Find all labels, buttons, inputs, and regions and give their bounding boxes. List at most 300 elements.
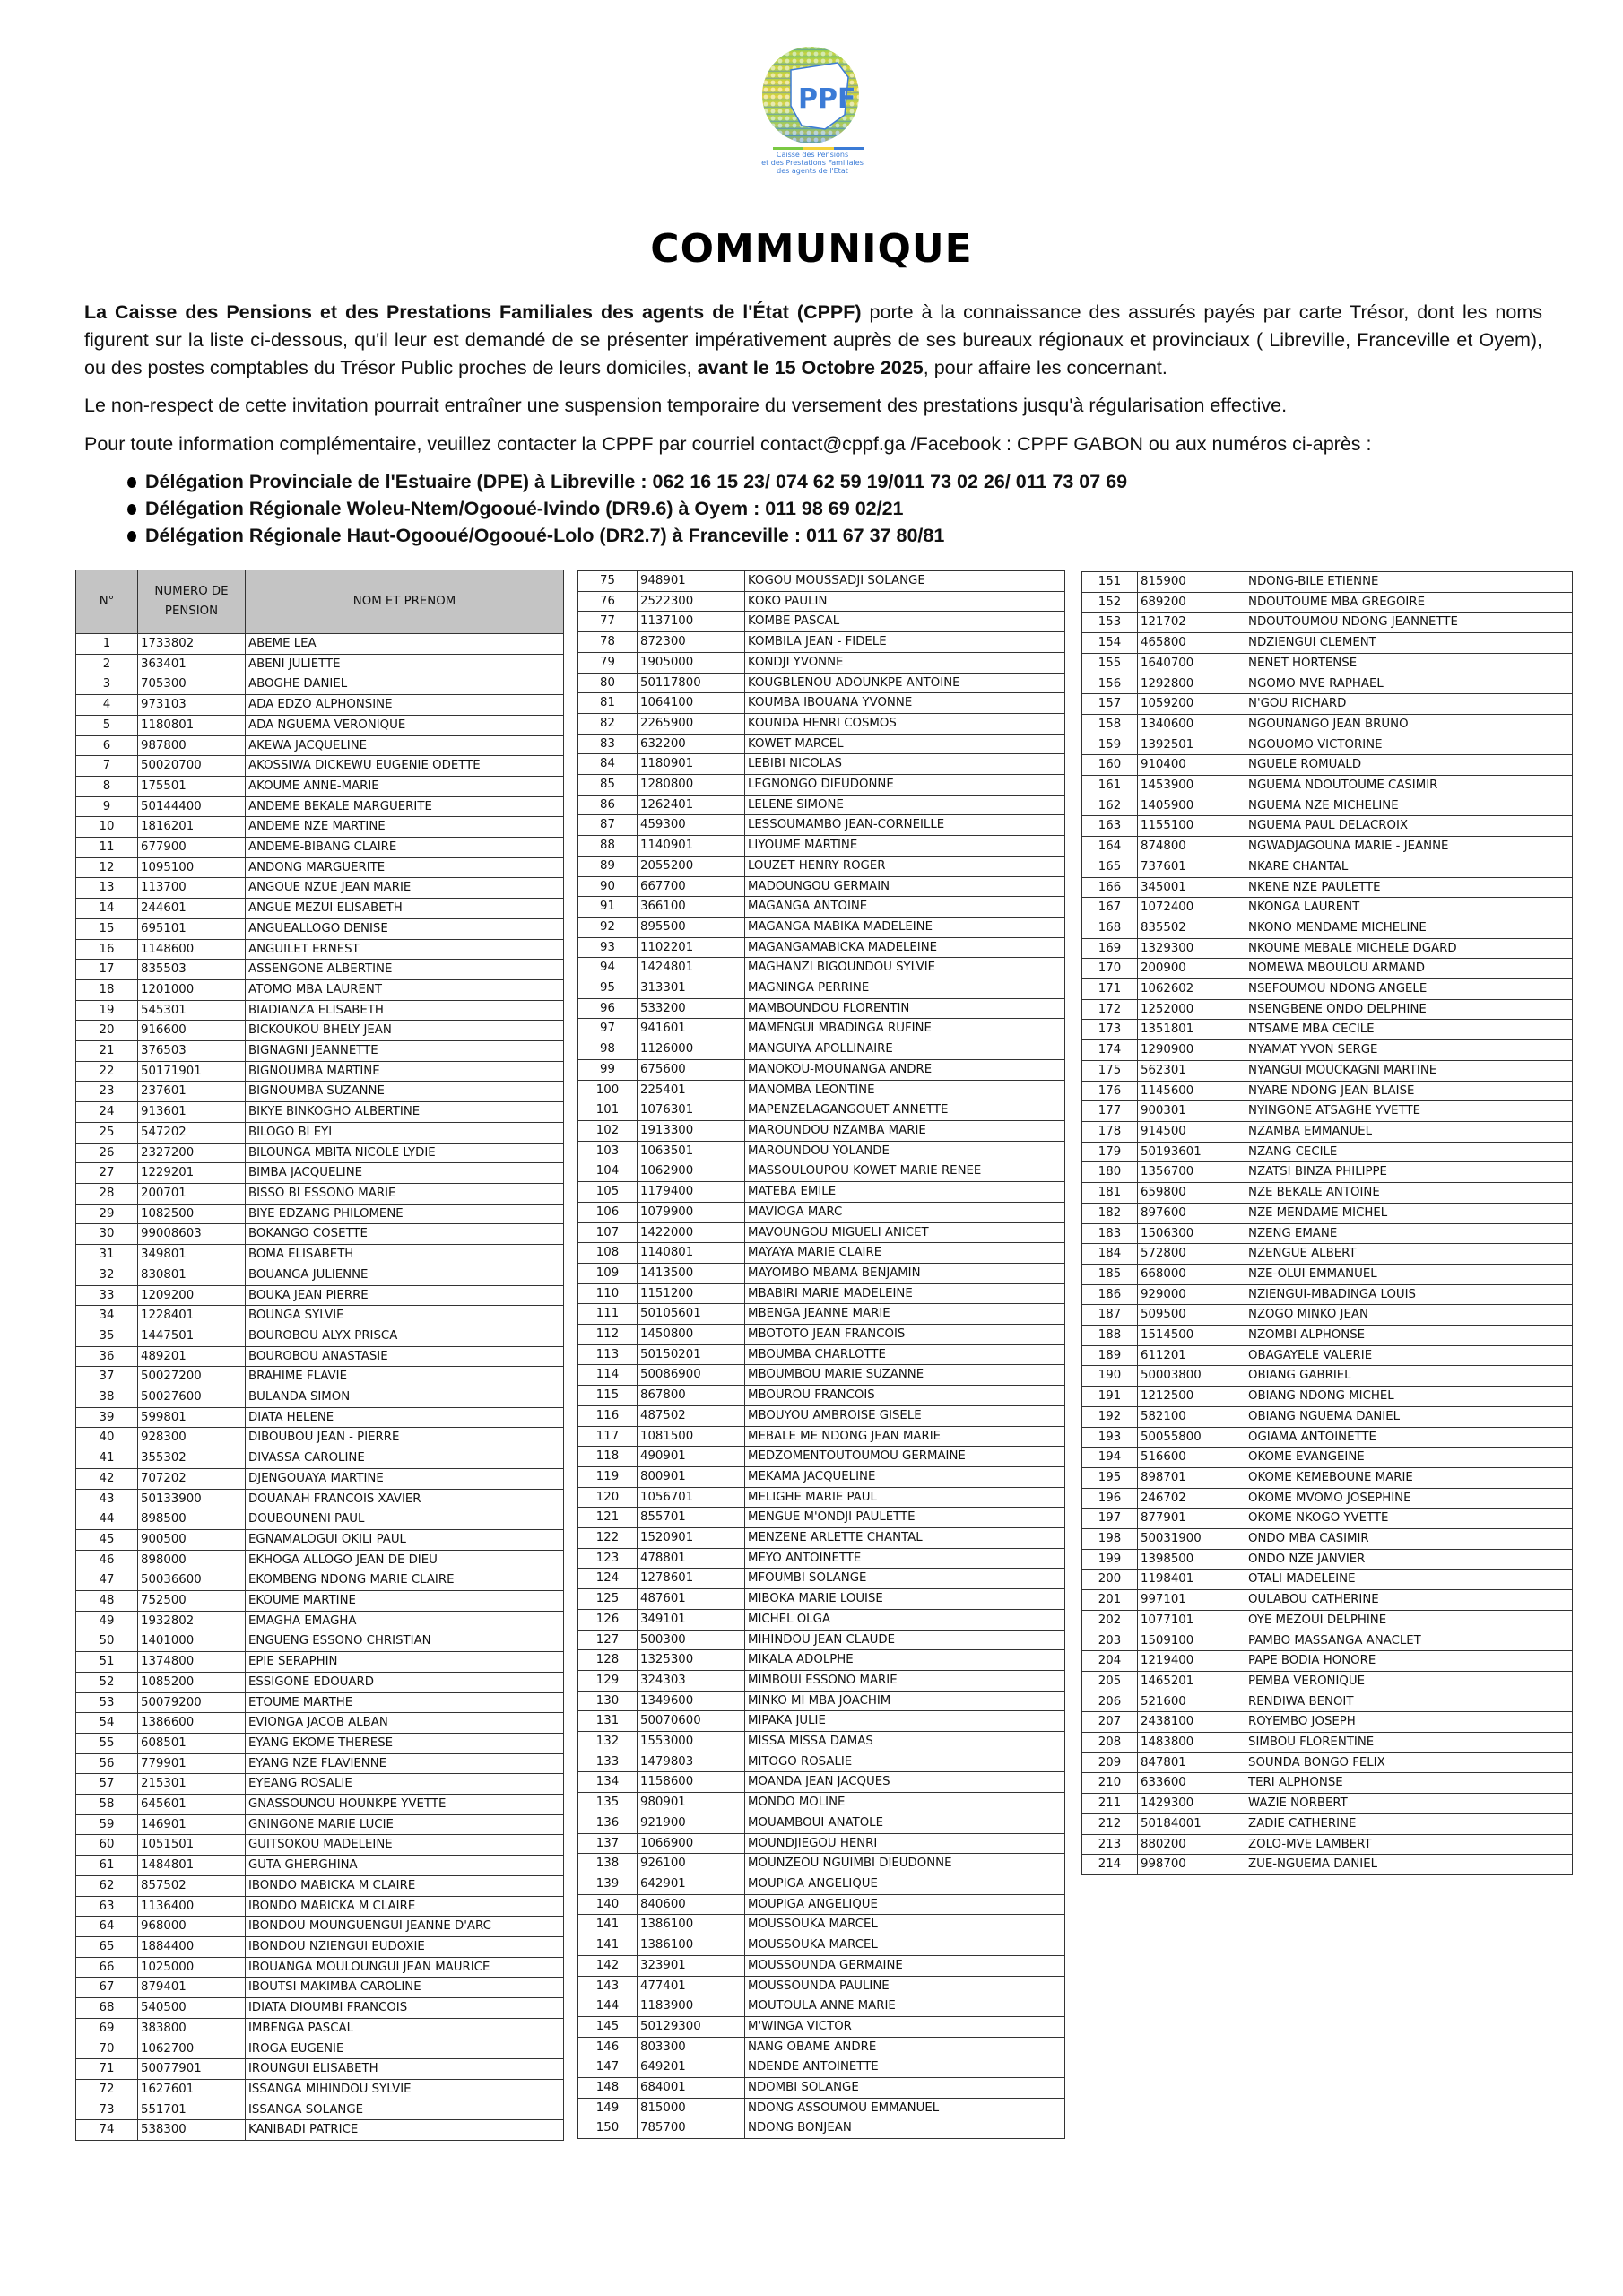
table-row bbox=[76, 1082, 564, 1102]
table-row bbox=[76, 1448, 564, 1469]
pension-number: 1292800 bbox=[1138, 674, 1245, 694]
table-row bbox=[76, 1407, 564, 1428]
full-name: ANDONG MARGUERITE bbox=[246, 857, 564, 878]
full-name: BIKYE BINKOGHO ALBERTINE bbox=[246, 1102, 564, 1123]
pension-number: 1085200 bbox=[138, 1672, 246, 1692]
row-number: 65 bbox=[76, 1937, 138, 1958]
row-number: 31 bbox=[76, 1245, 138, 1265]
beneficiary-table-1 bbox=[75, 570, 564, 2141]
pension-number: 50184001 bbox=[1138, 1813, 1245, 1834]
full-name: NGUELE ROMUALD bbox=[1245, 755, 1573, 776]
pension-number: 1884400 bbox=[138, 1937, 246, 1958]
row-number: 63 bbox=[76, 1896, 138, 1917]
pension-number: 1051501 bbox=[138, 1835, 246, 1856]
table-row bbox=[578, 591, 1065, 612]
row-number: 133 bbox=[578, 1752, 638, 1772]
table-row bbox=[76, 2018, 564, 2039]
table-row bbox=[578, 1405, 1065, 1426]
pension-number: 50193601 bbox=[1138, 1142, 1245, 1162]
pension-number: 900301 bbox=[1138, 1101, 1245, 1122]
row-number: 108 bbox=[578, 1243, 638, 1264]
table-row bbox=[578, 1935, 1065, 1956]
full-name: MANGUIYA APOLLINAIRE bbox=[745, 1039, 1065, 1060]
row-number: 101 bbox=[578, 1100, 638, 1121]
table-row bbox=[76, 1570, 564, 1591]
pension-number: 1062700 bbox=[138, 2039, 246, 2059]
pension-number: 928300 bbox=[138, 1428, 246, 1448]
row-number: 104 bbox=[578, 1161, 638, 1182]
table-row bbox=[578, 571, 1065, 592]
table-row bbox=[578, 1182, 1065, 1203]
full-name: MITOGO ROSALIE bbox=[745, 1752, 1065, 1772]
full-name: NGOMO MVE RAPHAEL bbox=[1245, 674, 1573, 694]
full-name: MAROUNDOU NZAMBA MARIE bbox=[745, 1120, 1065, 1141]
full-name: NYINGONE ATSAGHE YVETTE bbox=[1245, 1101, 1573, 1122]
pension-number: 1374800 bbox=[138, 1652, 246, 1673]
pension-number: 926100 bbox=[638, 1854, 745, 1874]
pension-number: 500300 bbox=[638, 1630, 745, 1650]
table-row bbox=[578, 693, 1065, 714]
full-name: KOKO PAULIN bbox=[745, 591, 1065, 612]
pension-number: 779901 bbox=[138, 1753, 246, 1774]
table-row bbox=[578, 1691, 1065, 1711]
row-number: 143 bbox=[578, 1976, 638, 1996]
row-number: 114 bbox=[578, 1365, 638, 1386]
pension-number: 1453900 bbox=[1138, 776, 1245, 796]
pension-number: 1627601 bbox=[138, 2079, 246, 2100]
pension-number: 345001 bbox=[1138, 877, 1245, 898]
table-row bbox=[76, 1285, 564, 1306]
row-number: 32 bbox=[76, 1265, 138, 1285]
row-number: 201 bbox=[1082, 1590, 1138, 1611]
contact-text: Délégation Régionale Haut-Ogooué/Ogooué-Lolo (DR2.7) à Franceville : 011 67 37 80/81 bbox=[145, 525, 945, 546]
full-name: SOUNDA BONGO FELIX bbox=[1245, 1752, 1573, 1773]
full-name: MBABIRI MARIE MADELEINE bbox=[745, 1283, 1065, 1304]
pension-number: 1183900 bbox=[638, 1996, 745, 2017]
row-number: 212 bbox=[1082, 1813, 1138, 1834]
full-name: MFOUMBI SOLANGE bbox=[745, 1569, 1065, 1589]
table-row bbox=[578, 1080, 1065, 1100]
full-name: IBONDOU NZIENGUI EUDOXIE bbox=[246, 1937, 564, 1958]
table-row bbox=[578, 1976, 1065, 1996]
row-number: 23 bbox=[76, 1082, 138, 1102]
table-row bbox=[1082, 1366, 1573, 1387]
full-name: ZUE-NGUEMA DANIEL bbox=[1245, 1855, 1573, 1875]
table-row bbox=[1082, 633, 1573, 654]
full-name: SIMBOU FLORENTINE bbox=[1245, 1733, 1573, 1753]
pension-number: 1228401 bbox=[138, 1306, 246, 1326]
table-row bbox=[76, 878, 564, 899]
pension-number: 1151200 bbox=[638, 1283, 745, 1304]
pension-number: 2265900 bbox=[638, 713, 745, 734]
row-number: 42 bbox=[76, 1468, 138, 1489]
row-number: 74 bbox=[76, 2120, 138, 2141]
row-number: 50 bbox=[76, 1631, 138, 1652]
table-row bbox=[1082, 1773, 1573, 1794]
table-row bbox=[578, 1426, 1065, 1447]
row-number: 43 bbox=[76, 1489, 138, 1509]
full-name: MISSA MISSA DAMAS bbox=[745, 1732, 1065, 1752]
table-row bbox=[578, 1304, 1065, 1325]
full-name: MBOUROU FRANCOIS bbox=[745, 1386, 1065, 1406]
row-number: 73 bbox=[76, 2100, 138, 2120]
table-row bbox=[1082, 837, 1573, 857]
row-number: 12 bbox=[76, 857, 138, 878]
pension-number: 478801 bbox=[638, 1548, 745, 1569]
row-number: 189 bbox=[1082, 1345, 1138, 1366]
contact-paragraph: Pour toute information complémentaire, veuillez contacter la CPPF par courriel contact@cppf.ga /Facebook : CPPF GABON ou aux numéros ci-après : bbox=[84, 433, 1372, 455]
row-number: 61 bbox=[76, 1856, 138, 1876]
table-row bbox=[578, 1344, 1065, 1365]
full-name: DJENGOUAYA MARTINE bbox=[246, 1468, 564, 1489]
pension-number: 916600 bbox=[138, 1021, 246, 1041]
pension-number: 376503 bbox=[138, 1041, 246, 1062]
full-name: MOUSSOUNDA GERMAINE bbox=[745, 1955, 1065, 1976]
row-number: 19 bbox=[76, 1000, 138, 1021]
table-row bbox=[76, 1998, 564, 2019]
full-name: OKOME NKOGO YVETTE bbox=[1245, 1509, 1573, 1529]
table-row bbox=[1082, 1142, 1573, 1162]
full-name: BIGNAGNI JEANNETTE bbox=[246, 1041, 564, 1062]
row-number: 96 bbox=[578, 998, 638, 1019]
table-row bbox=[1082, 1264, 1573, 1284]
pension-number: 1386600 bbox=[138, 1713, 246, 1734]
row-number: 99 bbox=[578, 1059, 638, 1080]
row-number: 95 bbox=[578, 978, 638, 999]
table-row bbox=[1082, 816, 1573, 837]
table-row bbox=[76, 1306, 564, 1326]
row-number: 55 bbox=[76, 1733, 138, 1753]
full-name: OGIAMA ANTOINETTE bbox=[1245, 1427, 1573, 1448]
full-name: NGOUNANGO JEAN BRUNO bbox=[1245, 714, 1573, 735]
full-name: OKOME MVOMO JOSEPHINE bbox=[1245, 1488, 1573, 1509]
table-row bbox=[1082, 1692, 1573, 1712]
pension-number: 50003800 bbox=[1138, 1366, 1245, 1387]
pension-number: 857502 bbox=[138, 1875, 246, 1896]
full-name: BIGNOUMBA SUZANNE bbox=[246, 1082, 564, 1102]
pension-number: 879401 bbox=[138, 1978, 246, 1998]
full-name: MINKO MI MBA JOACHIM bbox=[745, 1691, 1065, 1711]
table-row bbox=[578, 836, 1065, 857]
pension-number: 667700 bbox=[638, 876, 745, 897]
pension-number: 50036600 bbox=[138, 1570, 246, 1591]
full-name: NDENDE ANTOINETTE bbox=[745, 2057, 1065, 2078]
row-number: 83 bbox=[578, 734, 638, 754]
pension-number: 684001 bbox=[638, 2078, 745, 2099]
table-row bbox=[1082, 1040, 1573, 1061]
pension-number: 244601 bbox=[138, 899, 246, 919]
row-number: 134 bbox=[578, 1772, 638, 1793]
row-number: 188 bbox=[1082, 1326, 1138, 1346]
table-row bbox=[76, 735, 564, 756]
row-number: 166 bbox=[1082, 877, 1138, 898]
full-name: GUITSOKOU MADELEINE bbox=[246, 1835, 564, 1856]
pension-number: 1148600 bbox=[138, 939, 246, 960]
row-number: 213 bbox=[1082, 1834, 1138, 1855]
row-number: 22 bbox=[76, 1061, 138, 1082]
full-name: ROYEMBO JOSEPH bbox=[1245, 1712, 1573, 1733]
full-name: KOUNDA HENRI COSMOS bbox=[745, 713, 1065, 734]
full-name: MENZENE ARLETTE CHANTAL bbox=[745, 1528, 1065, 1549]
row-number: 186 bbox=[1082, 1284, 1138, 1305]
full-name: MAGANGA ANTOINE bbox=[745, 897, 1065, 918]
pension-number: 973103 bbox=[138, 695, 246, 716]
full-name: MELIGHE MARIE PAUL bbox=[745, 1487, 1065, 1508]
table-row bbox=[76, 1041, 564, 1062]
row-number: 106 bbox=[578, 1202, 638, 1222]
row-number: 5 bbox=[76, 715, 138, 735]
pension-number: 1155100 bbox=[1138, 816, 1245, 837]
table-row bbox=[578, 734, 1065, 754]
full-name: EMAGHA EMAGHA bbox=[246, 1611, 564, 1631]
full-name: NZIENGUI-MBADINGA LOUIS bbox=[1245, 1284, 1573, 1305]
table-row bbox=[76, 1224, 564, 1245]
pension-number: 487502 bbox=[638, 1405, 745, 1426]
row-number: 194 bbox=[1082, 1448, 1138, 1468]
pension-number: 948901 bbox=[638, 571, 745, 592]
full-name: IBONDO MABICKA M CLAIRE bbox=[246, 1875, 564, 1896]
full-name: ESSIGONE EDOUARD bbox=[246, 1672, 564, 1692]
table-row bbox=[76, 1937, 564, 1958]
table-row bbox=[1082, 1121, 1573, 1142]
row-number: 195 bbox=[1082, 1467, 1138, 1488]
full-name: NDZIENGUI CLEMENT bbox=[1245, 633, 1573, 654]
full-name: IMBENGA PASCAL bbox=[246, 2018, 564, 2039]
pension-number: 50171901 bbox=[138, 1061, 246, 1082]
full-name: BOUNGA SYLVIE bbox=[246, 1306, 564, 1326]
logo-caption bbox=[750, 151, 875, 175]
full-name: OKOME EVANGEINE bbox=[1245, 1448, 1573, 1468]
pension-number: 551701 bbox=[138, 2100, 246, 2120]
full-name: MOUPIGA ANGELIQUE bbox=[745, 1874, 1065, 1895]
row-number: 132 bbox=[578, 1732, 638, 1752]
table-row bbox=[1082, 1101, 1573, 1122]
row-number: 154 bbox=[1082, 633, 1138, 654]
table-row bbox=[578, 1752, 1065, 1772]
table-row bbox=[578, 1487, 1065, 1508]
table-row bbox=[76, 1489, 564, 1509]
pension-number: 1392501 bbox=[1138, 735, 1245, 755]
full-name: NSENGBENE ONDO DELPHINE bbox=[1245, 999, 1573, 1020]
table-row bbox=[1082, 1590, 1573, 1611]
full-name: MOUNZEOU NGUIMBI DIEUDONNE bbox=[745, 1854, 1065, 1874]
pension-number: 540500 bbox=[138, 1998, 246, 2019]
pension-number: 867800 bbox=[638, 1386, 745, 1406]
table-row bbox=[578, 1508, 1065, 1528]
row-number: 47 bbox=[76, 1570, 138, 1591]
row-number: 10 bbox=[76, 817, 138, 838]
row-number: 112 bbox=[578, 1325, 638, 1345]
table-row bbox=[1082, 613, 1573, 633]
full-name: MIPAKA JULIE bbox=[745, 1711, 1065, 1732]
full-name: NKENE NZE PAULETTE bbox=[1245, 877, 1573, 898]
row-number: 172 bbox=[1082, 999, 1138, 1020]
header-name: NOM ET PRENOM bbox=[246, 570, 564, 634]
table-row bbox=[1082, 857, 1573, 877]
row-number: 214 bbox=[1082, 1855, 1138, 1875]
full-name: ETOUME MARTHE bbox=[246, 1692, 564, 1713]
full-name: NGUEMA NZE MICHELINE bbox=[1245, 796, 1573, 816]
full-name: ONDO MBA CASIMIR bbox=[1245, 1529, 1573, 1550]
pension-number: 705300 bbox=[138, 674, 246, 695]
pension-number: 487601 bbox=[638, 1589, 745, 1610]
full-name: MBOTOTO JEAN FRANCOIS bbox=[745, 1325, 1065, 1345]
table-row bbox=[1082, 1284, 1573, 1305]
table-row bbox=[578, 1996, 1065, 2017]
pension-number: 50020700 bbox=[138, 756, 246, 777]
row-number: 128 bbox=[578, 1650, 638, 1671]
table-row bbox=[76, 1245, 564, 1265]
row-number: 57 bbox=[76, 1774, 138, 1795]
pension-number: 1063501 bbox=[638, 1141, 745, 1161]
full-name: PAPE BODIA HONORE bbox=[1245, 1651, 1573, 1672]
beneficiary-table-2 bbox=[577, 570, 1065, 2139]
row-number: 17 bbox=[76, 960, 138, 980]
table-row bbox=[76, 1795, 564, 1815]
pension-number: 363401 bbox=[138, 654, 246, 674]
table-row bbox=[76, 939, 564, 960]
row-number: 75 bbox=[578, 571, 638, 592]
row-number: 41 bbox=[76, 1448, 138, 1469]
table-row bbox=[1082, 694, 1573, 715]
pension-number: 1450800 bbox=[638, 1325, 745, 1345]
row-number: 180 bbox=[1082, 1162, 1138, 1183]
row-number: 115 bbox=[578, 1386, 638, 1406]
pension-number: 1465201 bbox=[1138, 1671, 1245, 1692]
row-number: 113 bbox=[578, 1344, 638, 1365]
pension-number: 752500 bbox=[138, 1591, 246, 1612]
pension-number: 632200 bbox=[638, 734, 745, 754]
full-name: MATEBA EMILE bbox=[745, 1182, 1065, 1203]
full-name: OBIANG NDONG MICHEL bbox=[1245, 1387, 1573, 1407]
row-number: 182 bbox=[1082, 1203, 1138, 1223]
logo-caption-line: Caisse des Pensions bbox=[776, 151, 849, 159]
full-name: OTALI MADELEINE bbox=[1245, 1570, 1573, 1590]
table-row bbox=[578, 1528, 1065, 1549]
bullet-icon bbox=[127, 531, 136, 542]
pension-number: 459300 bbox=[638, 815, 745, 836]
pension-number: 50144400 bbox=[138, 796, 246, 817]
full-name: EKOMBENG NDONG MARIE CLAIRE bbox=[246, 1570, 564, 1591]
full-name: NYAMAT YVON SERGE bbox=[1245, 1040, 1573, 1061]
table-row bbox=[578, 1894, 1065, 1915]
row-number: 6 bbox=[76, 735, 138, 756]
table-row bbox=[578, 612, 1065, 632]
full-name: ANDEME NZE MARTINE bbox=[246, 817, 564, 838]
full-name: MOUSSOUKA MARCEL bbox=[745, 1915, 1065, 1935]
full-name: MBOUYOU AMBROISE GISELE bbox=[745, 1405, 1065, 1426]
table-row bbox=[76, 1591, 564, 1612]
pension-number: 840600 bbox=[638, 1894, 745, 1915]
pension-number: 1520901 bbox=[638, 1528, 745, 1549]
full-name: BISSO BI ESSONO MARIE bbox=[246, 1183, 564, 1204]
logo-caption-line: et des Prestations Familiales bbox=[761, 159, 864, 167]
row-number: 153 bbox=[1082, 613, 1138, 633]
row-number: 90 bbox=[578, 876, 638, 897]
full-name: GNASSOUNOU HOUNKPE YVETTE bbox=[246, 1795, 564, 1815]
row-number: 85 bbox=[578, 775, 638, 796]
table-row bbox=[76, 2059, 564, 2080]
row-number: 16 bbox=[76, 939, 138, 960]
table-row bbox=[578, 1732, 1065, 1752]
warning-paragraph: Le non-respect de cette invitation pourrait entraîner une suspension temporaire du versement des prestations jusqu'à régularisation effective. bbox=[84, 395, 1288, 416]
row-number: 162 bbox=[1082, 796, 1138, 816]
pension-number: 1209200 bbox=[138, 1285, 246, 1306]
pension-number: 1325300 bbox=[638, 1650, 745, 1671]
full-name: NZATSI BINZA PHILIPPE bbox=[1245, 1162, 1573, 1183]
full-name: NKONGA LAURENT bbox=[1245, 898, 1573, 918]
table-row bbox=[578, 876, 1065, 897]
bullet-icon bbox=[127, 504, 136, 515]
row-number: 155 bbox=[1082, 653, 1138, 674]
full-name: AKEWA JACQUELINE bbox=[246, 735, 564, 756]
table-row bbox=[578, 1100, 1065, 1121]
row-number: 103 bbox=[578, 1141, 638, 1161]
logo-mark: PPF bbox=[798, 83, 856, 115]
row-number: 152 bbox=[1082, 592, 1138, 613]
pension-number: 1025000 bbox=[138, 1957, 246, 1978]
table-row bbox=[578, 1915, 1065, 1935]
row-number: 129 bbox=[578, 1670, 638, 1691]
pension-number: 1356700 bbox=[1138, 1162, 1245, 1183]
table-row bbox=[76, 1550, 564, 1570]
full-name: MEDZOMENTOUTOUMOU GERMAINE bbox=[745, 1447, 1065, 1467]
pension-number: 1932802 bbox=[138, 1611, 246, 1631]
pension-number: 1401000 bbox=[138, 1631, 246, 1652]
table-row bbox=[578, 713, 1065, 734]
row-number: 130 bbox=[578, 1691, 638, 1711]
row-number: 48 bbox=[76, 1591, 138, 1612]
row-number: 198 bbox=[1082, 1529, 1138, 1550]
pension-number: 516600 bbox=[1138, 1448, 1245, 1468]
full-name: IBOUTSI MAKIMBA CAROLINE bbox=[246, 1978, 564, 1998]
pension-number: 50105601 bbox=[638, 1304, 745, 1325]
full-name: NYARE NDONG JEAN BLAISE bbox=[1245, 1081, 1573, 1101]
row-number: 210 bbox=[1082, 1773, 1138, 1794]
table-row bbox=[578, 2037, 1065, 2057]
full-name: NZE MENDAME MICHEL bbox=[1245, 1203, 1573, 1223]
pension-number: 113700 bbox=[138, 878, 246, 899]
row-number: 125 bbox=[578, 1589, 638, 1610]
full-name: EPIE SERAPHIN bbox=[246, 1652, 564, 1673]
table-row bbox=[76, 1183, 564, 1204]
full-name: EYANG EKOME THERESE bbox=[246, 1733, 564, 1753]
row-number: 197 bbox=[1082, 1509, 1138, 1529]
row-number: 211 bbox=[1082, 1794, 1138, 1814]
full-name: BOUKA JEAN PIERRE bbox=[246, 1285, 564, 1306]
full-name: NANG OBAME ANDRE bbox=[745, 2037, 1065, 2057]
full-name: MOUSSOUKA MARCEL bbox=[745, 1935, 1065, 1956]
table-row bbox=[76, 654, 564, 674]
pension-number: 941601 bbox=[638, 1019, 745, 1039]
full-name: EVIONGA JACOB ALBAN bbox=[246, 1713, 564, 1734]
row-number: 67 bbox=[76, 1978, 138, 1998]
full-name: BIADIANZA ELISABETH bbox=[246, 1000, 564, 1021]
table-row bbox=[578, 978, 1065, 999]
table-row bbox=[76, 1387, 564, 1408]
row-number: 184 bbox=[1082, 1244, 1138, 1265]
table-row bbox=[578, 1039, 1065, 1060]
row-number: 202 bbox=[1082, 1610, 1138, 1631]
pension-number: 1484801 bbox=[138, 1856, 246, 1876]
full-name: ZOLO-MVE LAMBERT bbox=[1245, 1834, 1573, 1855]
table-row bbox=[578, 2078, 1065, 2099]
table-row bbox=[76, 1917, 564, 1937]
table-row bbox=[1082, 776, 1573, 796]
pension-number: 800901 bbox=[638, 1466, 745, 1487]
full-name: BOUANGA JULIENNE bbox=[246, 1265, 564, 1285]
row-number: 34 bbox=[76, 1306, 138, 1326]
